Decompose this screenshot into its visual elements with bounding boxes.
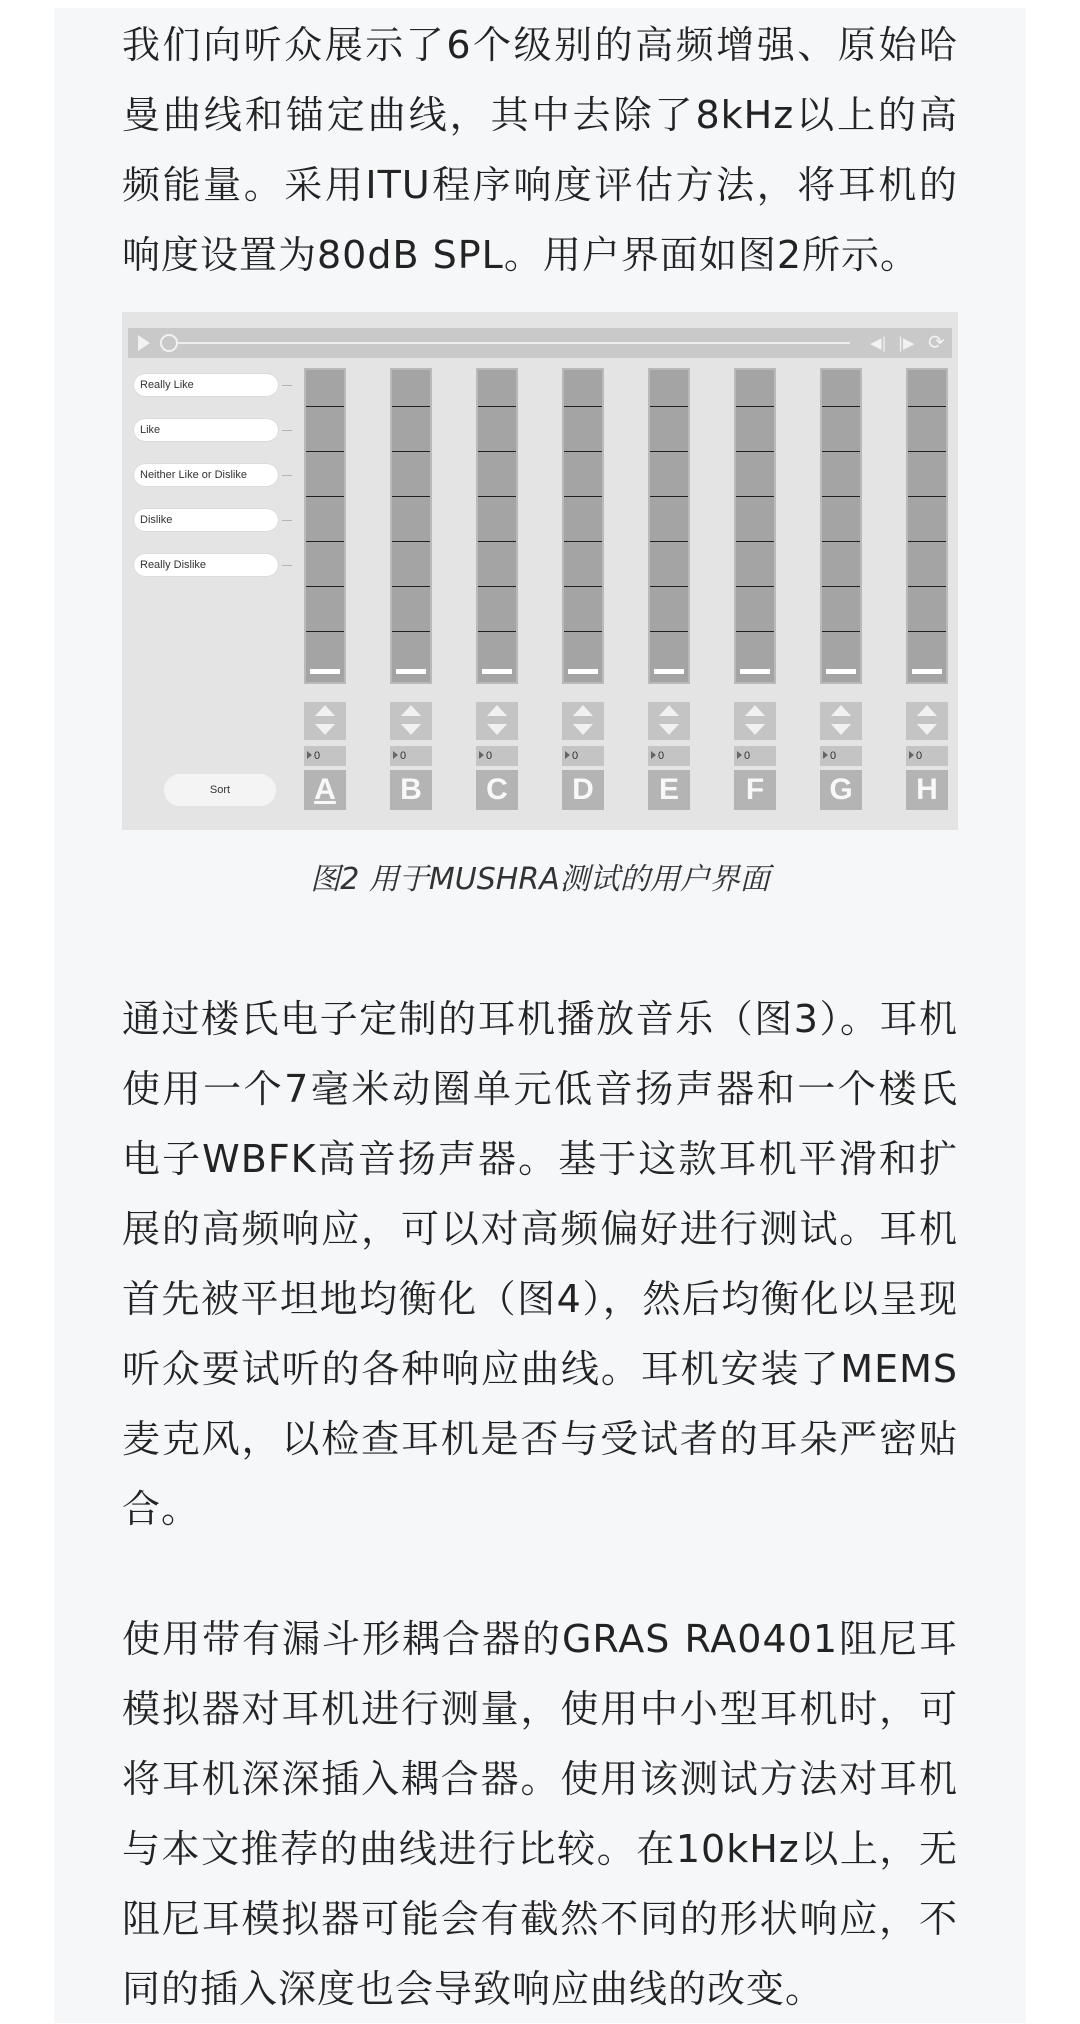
slider-thumb[interactable] bbox=[654, 669, 684, 674]
rating-slider[interactable] bbox=[734, 368, 776, 684]
arrow-up-icon[interactable] bbox=[917, 705, 937, 716]
arrow-up-icon[interactable] bbox=[573, 705, 593, 716]
value-stepper bbox=[476, 702, 518, 740]
slider-gridline bbox=[564, 496, 602, 497]
value-field[interactable]: 0 bbox=[476, 746, 518, 766]
slider-gridline bbox=[736, 631, 774, 632]
slider-gridline bbox=[306, 586, 344, 587]
arrow-down-icon[interactable] bbox=[659, 724, 679, 735]
rating-slider[interactable] bbox=[562, 368, 604, 684]
value-stepper bbox=[906, 702, 948, 740]
sample-label: E bbox=[658, 773, 679, 806]
slider-gridline bbox=[478, 496, 516, 497]
value-stepper bbox=[820, 702, 862, 740]
sample-label: H bbox=[916, 773, 938, 806]
slider-gridline bbox=[392, 631, 430, 632]
slider-gridline bbox=[736, 541, 774, 542]
value-field[interactable]: 0 bbox=[562, 746, 604, 766]
value-field[interactable]: 0 bbox=[734, 746, 776, 766]
value-field[interactable]: 0 bbox=[648, 746, 690, 766]
slider-gridline bbox=[306, 631, 344, 632]
arrow-up-icon[interactable] bbox=[745, 705, 765, 716]
rating-slider[interactable] bbox=[476, 368, 518, 684]
slider-gridline bbox=[478, 451, 516, 452]
arrow-down-icon[interactable] bbox=[831, 724, 851, 735]
value-field[interactable]: 0 bbox=[390, 746, 432, 766]
playback-track[interactable] bbox=[178, 342, 850, 344]
slider-thumb[interactable] bbox=[482, 669, 512, 674]
scale-label-really-like: Really Like bbox=[134, 374, 278, 396]
sample-label: B bbox=[400, 773, 422, 806]
slider-gridline bbox=[650, 406, 688, 407]
sort-button[interactable]: Sort bbox=[164, 774, 276, 806]
scale-tick bbox=[282, 565, 292, 566]
slider-gridline bbox=[736, 451, 774, 452]
mushra-figure bbox=[122, 312, 958, 830]
slider-gridline bbox=[822, 631, 860, 632]
arrow-down-icon[interactable] bbox=[745, 724, 765, 735]
scale-label-neutral: Neither Like or Dislike bbox=[134, 464, 278, 486]
arrow-down-icon[interactable] bbox=[315, 724, 335, 735]
rating-slider[interactable] bbox=[390, 368, 432, 684]
value-stepper bbox=[390, 702, 432, 740]
scale-tick bbox=[282, 475, 292, 476]
slider-gridline bbox=[822, 586, 860, 587]
slider-gridline bbox=[822, 406, 860, 407]
sample-label: A bbox=[314, 773, 336, 806]
scale-label-like: Like bbox=[134, 419, 278, 441]
slider-thumb[interactable] bbox=[912, 669, 942, 674]
slider-gridline bbox=[392, 406, 430, 407]
slider-gridline bbox=[822, 496, 860, 497]
arrow-down-icon[interactable] bbox=[401, 724, 421, 735]
sample-label: D bbox=[572, 773, 594, 806]
slider-gridline bbox=[392, 451, 430, 452]
slider-gridline bbox=[736, 406, 774, 407]
play-sample-button[interactable] bbox=[906, 770, 948, 810]
value-field[interactable]: 0 bbox=[304, 746, 346, 766]
slider-gridline bbox=[564, 631, 602, 632]
play-sample-button[interactable] bbox=[304, 770, 346, 810]
sample-label: F bbox=[745, 773, 765, 806]
arrow-up-icon[interactable] bbox=[401, 705, 421, 716]
paragraph-1: 我们向听众展示了6个级别的高频增强、原始哈曼曲线和锚定曲线，其中去除了8kHz以上的高频能量。采用ITU程序响度评估方法，将耳机的响度设置为80dB SPL。用户界面如图2所示。 bbox=[122, 23, 958, 277]
play-sample-button[interactable] bbox=[648, 770, 690, 810]
slider-gridline bbox=[564, 541, 602, 542]
slider-gridline bbox=[908, 631, 946, 632]
slider-gridline bbox=[564, 586, 602, 587]
value-stepper bbox=[734, 702, 776, 740]
figure-caption: 图2 用于MUSHRA测试的用户界面 bbox=[310, 862, 770, 897]
loop-icon[interactable]: ⟳ bbox=[928, 330, 945, 354]
slider-gridline bbox=[908, 406, 946, 407]
value-field[interactable]: 0 bbox=[820, 746, 862, 766]
slider-gridline bbox=[392, 496, 430, 497]
value-stepper bbox=[562, 702, 604, 740]
arrow-up-icon[interactable] bbox=[659, 705, 679, 716]
rating-slider[interactable] bbox=[906, 368, 948, 684]
slider-gridline bbox=[822, 451, 860, 452]
slider-thumb[interactable] bbox=[310, 669, 340, 674]
value-field[interactable]: 0 bbox=[906, 746, 948, 766]
slider-gridline bbox=[650, 451, 688, 452]
slider-gridline bbox=[908, 496, 946, 497]
slider-gridline bbox=[306, 406, 344, 407]
slider-gridline bbox=[908, 451, 946, 452]
value-stepper bbox=[648, 702, 690, 740]
slider-gridline bbox=[478, 631, 516, 632]
slider-gridline bbox=[736, 586, 774, 587]
slider-gridline bbox=[822, 541, 860, 542]
scale-label-dislike: Dislike bbox=[134, 509, 278, 531]
slider-gridline bbox=[392, 586, 430, 587]
arrow-down-icon[interactable] bbox=[573, 724, 593, 735]
play-sample-button[interactable] bbox=[820, 770, 862, 810]
rating-slider[interactable] bbox=[820, 368, 862, 684]
transport-bar bbox=[128, 328, 952, 358]
arrow-down-icon[interactable] bbox=[917, 724, 937, 735]
play-sample-button[interactable] bbox=[734, 770, 776, 810]
arrow-up-icon[interactable] bbox=[487, 705, 507, 716]
slider-gridline bbox=[650, 541, 688, 542]
slider-gridline bbox=[650, 631, 688, 632]
slider-gridline bbox=[908, 586, 946, 587]
slider-gridline bbox=[306, 496, 344, 497]
arrow-up-icon[interactable] bbox=[315, 705, 335, 716]
paragraph-2: 通过楼氏电子定制的耳机播放音乐（图3）。耳机使用一个7毫米动圈单元低音扬声器和一个楼氏电子WBFK高音扬声器。基于这款耳机平滑和扩展的高频响应，可以对高频偏好进行测试。耳机首先被平坦地均衡化（图4），然后均衡化以呈现听众要试听的各种响应曲线。耳机安装了MEMS麦克风，以检查耳机是否与受试者的耳朵严密贴合。 bbox=[122, 997, 958, 1531]
slider-gridline bbox=[392, 541, 430, 542]
slider-gridline bbox=[908, 541, 946, 542]
play-sample-button[interactable] bbox=[476, 770, 518, 810]
slider-gridline bbox=[650, 496, 688, 497]
value-stepper bbox=[304, 702, 346, 740]
scale-tick bbox=[282, 430, 292, 431]
paragraph-3: 使用带有漏斗形耦合器的GRAS RA0401阻尼耳模拟器对耳机进行测量，使用中小型耳机时，可将耳机深深插入耦合器。使用该测试方法对耳机与本文推荐的曲线进行比较。在10kHz以上，无阻尼耳模拟器可能会有截然不同的形状响应，不同的插入深度也会导致响应曲线的改变。 bbox=[122, 1617, 958, 2011]
slider-gridline bbox=[306, 451, 344, 452]
slider-gridline bbox=[736, 496, 774, 497]
slider-gridline bbox=[564, 451, 602, 452]
slider-gridline bbox=[564, 406, 602, 407]
scale-tick bbox=[282, 520, 292, 521]
sample-label: C bbox=[486, 773, 508, 806]
slider-thumb[interactable] bbox=[826, 669, 856, 674]
rating-slider[interactable] bbox=[648, 368, 690, 684]
position-knob-icon[interactable] bbox=[160, 334, 178, 352]
scale-tick bbox=[282, 385, 292, 386]
slider-thumb[interactable] bbox=[740, 669, 770, 674]
sample-label: G bbox=[829, 773, 853, 806]
play-icon[interactable] bbox=[138, 335, 150, 351]
slider-gridline bbox=[478, 541, 516, 542]
slider-thumb[interactable] bbox=[396, 669, 426, 674]
play-sample-button[interactable] bbox=[562, 770, 604, 810]
slider-thumb[interactable] bbox=[568, 669, 598, 674]
rating-slider[interactable] bbox=[304, 368, 346, 684]
play-sample-button[interactable] bbox=[390, 770, 432, 810]
prev-icon[interactable]: ◀| bbox=[870, 334, 887, 352]
next-icon[interactable]: |▶ bbox=[898, 334, 915, 352]
arrow-down-icon[interactable] bbox=[487, 724, 507, 735]
slider-gridline bbox=[306, 541, 344, 542]
arrow-up-icon[interactable] bbox=[831, 705, 851, 716]
slider-gridline bbox=[650, 586, 688, 587]
scale-label-really-dislike: Really Dislike bbox=[134, 554, 278, 576]
slider-gridline bbox=[478, 406, 516, 407]
slider-gridline bbox=[478, 586, 516, 587]
